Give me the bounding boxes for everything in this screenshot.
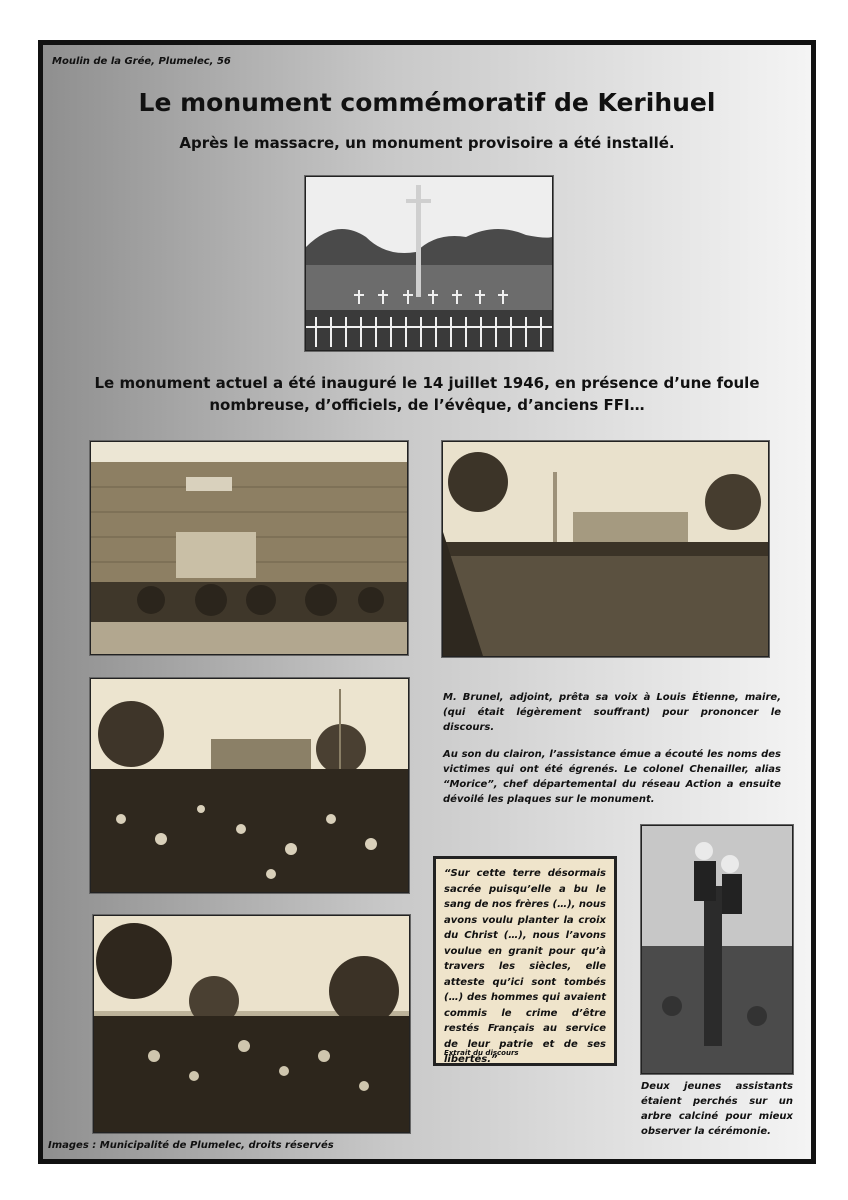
subtitle-inauguration: Le monument actuel a été inauguré le 14 juillet 1946, en présence d’une foule nombreuse, d’officiels, de l’évêque, d’anciens FFI…: [94, 374, 760, 414]
page-title: Le monument commémoratif de Kerihuel: [138, 88, 716, 117]
quote-source: Extrait du discours: [444, 1049, 519, 1057]
tree-photo-caption: Deux jeunes assistants étaient perchés sur un arbre calciné pour mieux observer la cérémonie.: [641, 1081, 793, 1137]
speech-quote-box: [433, 856, 617, 1066]
ceremony-text: [443, 690, 781, 819]
photo-crowd: [90, 678, 409, 893]
subtitle-provisional-monument: Après le massacre, un monument provisoire a été installé.: [179, 134, 675, 152]
photo-ceremony-distant: [442, 441, 769, 657]
image-credits: Images : Municipalité de Plumelec, droits réservés: [48, 1140, 334, 1151]
poster-frame: [38, 40, 816, 1164]
paragraph-names: Au son du clairon, l’assistance émue a écouté les noms des victimes qui ont été égrenés. Le colonel Chenailler, alias “Morice”, chef départemental du réseau Action a ensuite dévoilé les plaques sur le monument.: [443, 749, 781, 805]
photo-crowd-close: [93, 915, 410, 1133]
paragraph-speech: M. Brunel, adjoint, prêta sa voix à Louis Étienne, maire, (qui était légèrement souffrant) pour prononcer le discours.: [443, 692, 781, 733]
photo-provisional-monument: [305, 176, 553, 351]
speech-quote: “Sur cette terre désormais sacrée puisqu’elle a bu le sang de nos frères (…), nous avons voulu planter la croix du Christ (…), nous l’avons voulue en granit pour qu’à travers les siècles, elle atteste qu’ici sont tombés (…) des hommes qui avaient commis le crime d’être restés Français au service de leur patrie et de ses libertés.”: [444, 868, 606, 1065]
photo-monument-wall: [90, 441, 408, 655]
location-label: Moulin de la Grée, Plumelec, 56: [52, 56, 231, 67]
photo-tree-youths: [641, 825, 793, 1074]
